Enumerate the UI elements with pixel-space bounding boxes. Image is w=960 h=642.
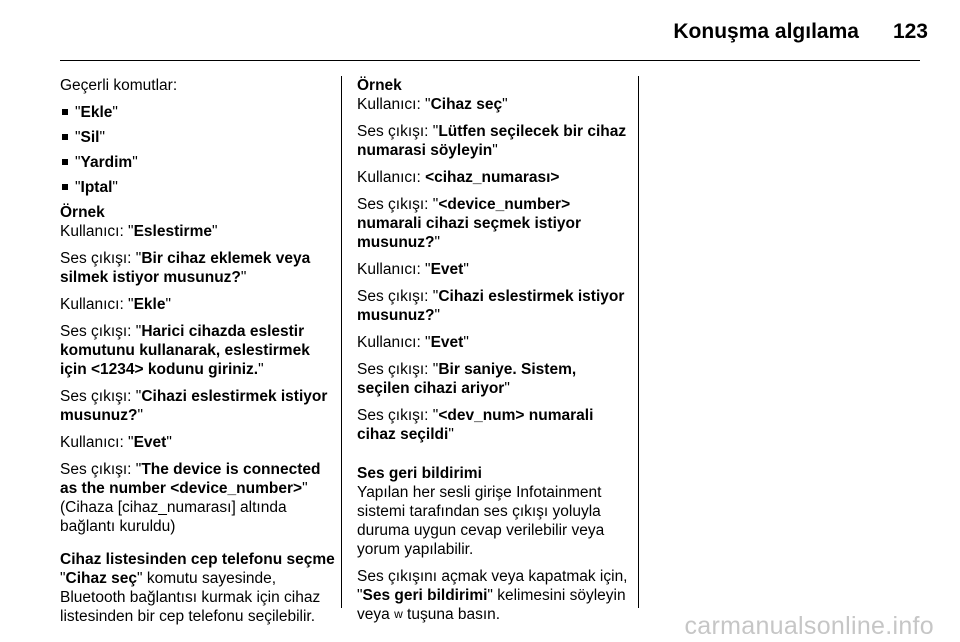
example-heading: Örnek [60, 204, 105, 221]
bullet-icon [62, 134, 68, 140]
dialog-line: Ses çıkışı: "<dev_num> numarali cihaz seçildi" [357, 407, 594, 443]
column-left [60, 76, 338, 634]
feedback-heading: Ses geri bildirimi [357, 465, 482, 482]
feedback-paragraph: Yapılan her sesli girişe Infotainment sistemi tarafından ses çıkışı yoluyla duruma uygun cevap verilebilir veya yorum yapılabilir. [357, 484, 605, 558]
dialog-line: Kullanıcı: "Cihaz seç" [357, 96, 508, 113]
voice-button-icon: w [394, 607, 403, 621]
command-item: "Sil" [60, 128, 338, 147]
dialog-line: Ses çıkışı: "Cihazi eslestirmek istiyor musunuz?" [357, 288, 625, 324]
command-item: "Iptal" [60, 178, 338, 197]
watermark: carmanualsonline.info [684, 612, 934, 640]
column-divider-right [638, 76, 639, 608]
dialog-line: Ses çıkışı: "Cihazi eslestirmek istiyor musunuz?" [60, 388, 328, 424]
bullet-icon [62, 184, 68, 190]
dialog-line: Ses çıkışı: "The device is connected as the number <device_number>" (Cihaza [cihaz_numarası] altında bağlantı kuruldu) [60, 461, 321, 535]
dialog-line: Ses çıkışı: "Bir cihaz eklemek veya silmek istiyor musunuz?" [60, 250, 311, 286]
dialog-line: Ses çıkışı: "<device_number> numarali cihazi seçmek istiyor musunuz?" [357, 196, 581, 251]
page-number: 123 [892, 20, 928, 43]
section-body: "Cihaz seç" komutu sayesinde, Bluetooth bağlantısı kurmak için cihaz listesinden bir cep telefonu seçilebilir. [60, 570, 321, 625]
command-name: Ekle [80, 104, 113, 121]
dialog-line: Kullanıcı: "Evet" [357, 334, 469, 351]
command-name: Sil [80, 129, 100, 146]
command-list [60, 103, 338, 197]
column-divider-left [341, 76, 342, 608]
section-heading: Cihaz listesinden cep telefonu seçme [60, 551, 335, 568]
dialog-line: Ses çıkışı: "Bir saniye. Sistem, seçilen cihazi ariyor" [357, 361, 577, 397]
dialog-line: Kullanıcı: "Ekle" [60, 296, 171, 313]
dialog-line: Kullanıcı: "Evet" [60, 434, 172, 451]
bullet-icon [62, 109, 68, 115]
page-header [0, 18, 928, 46]
dialog-line: Ses çıkışı: "Harici cihazda eslestir komutunu kullanarak, eslestirmek için <1234> kodunu giriniz." [60, 323, 310, 378]
column-middle [357, 76, 629, 633]
command-name: Yardim [80, 154, 133, 171]
bullet-icon [62, 159, 68, 165]
dialog-line: Kullanıcı: "Evet" [357, 261, 469, 278]
command-name: Iptal [80, 179, 113, 196]
command-item: "Ekle" [60, 103, 338, 122]
commands-intro: Geçerli komutlar: [60, 77, 178, 94]
feedback-instructions: Ses çıkışını açmak veya kapatmak için, "Ses geri bildirimi" kelimesini söyleyin veya w tuşuna basın. [357, 568, 628, 623]
dialog-line: Ses çıkışı: "Lütfen seçilecek bir cihaz numarasi söyleyin" [357, 123, 627, 159]
command-item: "Yardim" [60, 153, 338, 172]
dialog-line: Kullanıcı: "Eslestirme" [60, 223, 218, 240]
header-rule [60, 60, 920, 61]
example-heading: Örnek [357, 77, 402, 94]
dialog-line: Kullanıcı: <cihaz_numarası> [357, 169, 560, 186]
page-title: Konuşma algılama [673, 20, 859, 43]
